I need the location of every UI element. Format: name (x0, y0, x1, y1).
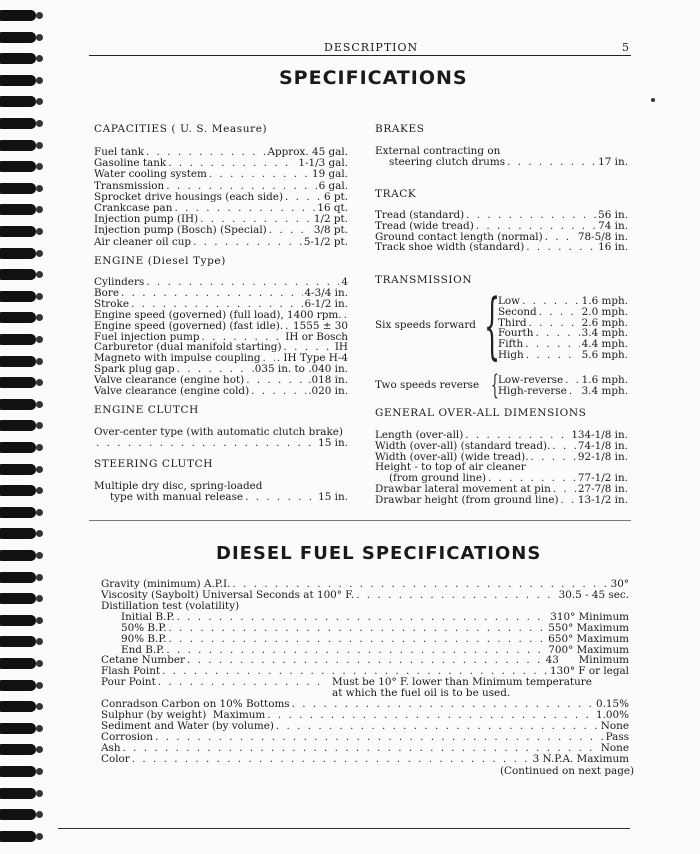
track-spec-label: Ground contact length (normal) (375, 230, 543, 243)
distillation-label: 90% B.P. (121, 632, 167, 645)
reverse-speed-label: Low-reverse (498, 374, 564, 386)
binding-ring (0, 289, 44, 304)
track-spec-row (375, 242, 628, 253)
diesel-spec-row (101, 743, 629, 754)
diesel-spec-value: Pass (605, 730, 629, 743)
header-rule (89, 55, 631, 56)
forward-speed-value: 5.6 mph. (581, 349, 628, 361)
pour-point-line2: at which the fuel oil is to be used. (332, 687, 511, 699)
binding-ring (0, 138, 44, 153)
diesel-spec-value: None (600, 741, 629, 754)
capacity-value: 6 gal. (318, 179, 348, 192)
distillation-label: Initial B.P. (121, 611, 175, 623)
binding-ring (0, 202, 44, 217)
brakes-type: External contracting on (375, 145, 501, 157)
binding-ring (0, 246, 44, 261)
capacity-value: Approx. 45 gal. (267, 146, 348, 158)
engine-spec-value: 4 (341, 276, 348, 288)
binding-ring (0, 30, 44, 45)
distillation-value: 650° Maximum (548, 632, 629, 645)
brakes-size-row (389, 157, 628, 168)
continued-note: (Continued on next page) (500, 765, 635, 777)
height-value: 77-1/2 in. (577, 472, 628, 484)
binding-ring (0, 807, 44, 822)
forward-speed-label: Fifth (498, 338, 524, 351)
binding-ring (0, 224, 44, 239)
diesel-spec-row (101, 754, 629, 765)
binding-ring (0, 591, 44, 606)
binding-ring (0, 678, 44, 693)
forward-speed-value: 3.4 mph. (581, 327, 628, 340)
diesel-spec-label: Color (101, 752, 130, 765)
engine-spec-label: Cylinders (94, 276, 145, 288)
capacity-label: Air cleaner oil cup (94, 235, 192, 248)
engine-spec-value: IH (334, 341, 348, 354)
engine-spec-value: 1555 ± 30 (293, 319, 348, 332)
dimension-label: Width (over-all) (wide tread). (375, 450, 529, 463)
capacity-label: Fuel tank (94, 146, 145, 158)
distillation-label: 50% B.P. (121, 621, 167, 634)
brakes-drums: steering clutch drums (389, 156, 506, 168)
diesel-spec-label: Conradson Carbon on 10% Bottoms (101, 698, 290, 710)
binding-ring (0, 440, 44, 455)
diesel-spec-label: Corrosion (101, 730, 153, 743)
binding-ring (0, 786, 44, 801)
ink-speck (651, 98, 655, 102)
diesel-spec-label: Gravity (minimum) A.P.I. (101, 578, 231, 590)
diesel-spec-value: None (600, 719, 629, 732)
height-label: Height - to top of air cleaner (375, 461, 526, 473)
binding-ring (0, 116, 44, 131)
engine-spec-label: Valve clearance (engine hot) (94, 374, 245, 387)
engine-spec-row (94, 386, 348, 397)
capacity-value: 1/2 pt. (313, 213, 348, 226)
pour-point-line1: Must be 10° F. lower than Minimum temperature (332, 676, 592, 688)
diesel-spec-label: Flash Point (101, 665, 161, 677)
engine-spec-value: 4-3/4 in. (304, 286, 348, 299)
engine-spec-value: .020 in. (308, 385, 348, 397)
steering-clutch-heading: STEERING CLUTCH (94, 458, 213, 470)
binding-ring (0, 181, 44, 196)
capacity-value: 1-1/3 gal. (298, 157, 348, 170)
engine-clutch-size-row (94, 438, 348, 449)
engine-spec-row (94, 321, 348, 332)
brakes-heading: BRAKES (375, 123, 425, 135)
track-heading: TRACK (375, 188, 417, 200)
diesel-spec-value: 43 Minimum (545, 654, 629, 666)
forward-speed-value: 4.4 mph. (581, 338, 628, 351)
specifications-title: SPECIFICATIONS (279, 67, 468, 89)
distillation-value: 310° Minimum (550, 611, 629, 623)
engine-spec-label: Carburetor (dual manifold starting) (94, 341, 282, 354)
brakes-size: 17 in. (598, 156, 628, 168)
capacity-row (94, 237, 348, 248)
track-spec-value: 56 in. (598, 209, 628, 221)
forward-speeds-label: Six speeds forward (375, 319, 476, 331)
bottom-rule (58, 828, 630, 829)
capacity-value: 3/8 pt. (313, 224, 348, 237)
binding-ring (0, 332, 44, 347)
forward-speed-label: Fourth (498, 327, 534, 340)
steering-clutch-size-row (110, 492, 348, 503)
engine-spec-value: IH or Bosch (285, 330, 348, 343)
dimension-label: Length (over-all) (375, 429, 464, 441)
engine-spec-label: Engine speed (governed) (fast idle). (94, 319, 284, 332)
binding-ring (0, 656, 44, 671)
capacity-value: 5-1/2 pt. (303, 235, 348, 248)
distillation-value: 550° Maximum (548, 621, 629, 634)
capacity-label: Gasoline tank (94, 157, 167, 170)
engine-clutch-type: Over-center type (with automatic clutch brake) (94, 426, 343, 438)
reverse-speed-value: 1.6 mph. (581, 374, 628, 386)
capacity-row (94, 169, 348, 180)
binding-ring (0, 8, 44, 23)
dimension-value: 134-1/8 in. (571, 429, 628, 441)
capacity-label: Crankcase pan (94, 202, 173, 214)
diesel-spec-value: 3 N.P.A. Maximum (532, 752, 629, 765)
pour-point-label: Pour Point (101, 676, 156, 688)
forward-brace: { (484, 283, 501, 367)
engine-spec-value: .018 in. (308, 374, 348, 387)
diesel-spec-label: Viscosity (Saybolt) Universal Seconds at 100° F. (101, 589, 355, 601)
dimensions-heading: GENERAL OVER-ALL DIMENSIONS (375, 407, 587, 419)
binding-ring (0, 505, 44, 520)
binding-ring (0, 829, 44, 844)
forward-speed-value: 1.6 mph. (581, 295, 628, 307)
diesel-spec-label: Sulphur (by weight) Maximum (101, 708, 266, 721)
distillation-label: End B.P. (121, 643, 165, 656)
capacity-label: Sprocket drive housings (each side) (94, 190, 283, 203)
forward-speed-row (498, 350, 628, 361)
diesel-spec-value: 30° (610, 578, 629, 590)
drawbar-spec-value: 13-1/2 in. (577, 493, 628, 506)
diesel-spec-value: 130° F or legal (549, 665, 629, 677)
capacity-label: Transmission (94, 179, 165, 192)
diesel-spec-row (101, 721, 629, 732)
diesel-spec-value: 1.00% (595, 708, 629, 721)
track-spec-value: 78-5/8 in. (577, 230, 628, 243)
distillation-label: Distillation test (volatility) (101, 600, 240, 612)
diesel-fuel-title: DIESEL FUEL SPECIFICATIONS (216, 543, 542, 564)
forward-speed-value: 2.0 mph. (581, 305, 628, 318)
drawbar-spec-row (375, 495, 628, 506)
steering-clutch-size: 15 in. (318, 491, 348, 503)
binding-ring (0, 397, 44, 412)
capacity-label: Water cooling system (94, 168, 207, 181)
engine-spec-label: Fuel injection pump (94, 330, 200, 343)
binding-ring (0, 94, 44, 109)
page-header-section: DESCRIPTION (324, 41, 419, 54)
binding-ring (0, 73, 44, 88)
track-spec-value: 16 in. (598, 241, 628, 254)
reverse-speed-value: 3.4 mph. (581, 384, 628, 397)
diesel-spec-value: 0.15% (595, 698, 629, 710)
binding-ring (0, 699, 44, 714)
steering-clutch-release: type with manual release (110, 491, 244, 503)
track-spec-label: Tread (wide tread) (375, 219, 474, 232)
diesel-spec-label: Sediment and Water (by volume) (101, 719, 274, 732)
reverse-speed-label: High-reverse (498, 384, 567, 397)
reverse-speeds-label: Two speeds reverse (375, 379, 480, 391)
engine-spec-value: .035 in. to .040 in. (251, 363, 348, 376)
binding-ring (0, 418, 44, 433)
diesel-spec-label: Ash (101, 741, 121, 754)
forward-speed-value: 2.6 mph. (581, 316, 628, 329)
dimension-value: 74-1/8 in. (577, 439, 628, 452)
binding-ring (0, 267, 44, 282)
forward-speed-label: Low (498, 295, 521, 307)
capacity-label: Injection pump (Bosch) (Special) (94, 224, 267, 237)
track-spec-label: Track shoe width (standard) (375, 241, 525, 254)
drawbar-spec-label: Drawbar lateral movement at pin (375, 483, 551, 495)
drawbar-spec-label: Drawbar height (from ground line) (375, 493, 559, 506)
engine-spec-value: . IH Type H-4 (276, 352, 348, 365)
forward-speed-label: High (498, 349, 524, 361)
binding-ring (0, 634, 44, 649)
track-spec-label: Tread (standard) (375, 209, 465, 221)
engine-spec-label: Magneto with impulse coupling (94, 352, 261, 365)
engine-spec-label: Valve clearance (engine cold) (94, 385, 250, 397)
engine-heading: ENGINE (Diesel Type) (94, 255, 226, 267)
diesel-spec-value: 30.5 - 45 sec. (558, 589, 629, 601)
capacity-value: 19 gal. (312, 168, 348, 181)
height-sublabel: (from ground line) (389, 472, 487, 484)
forward-speed-label: Third (498, 316, 527, 329)
engine-spec-label: Spark plug gap (94, 363, 175, 376)
capacity-value: 6 pt. (323, 190, 348, 203)
dimension-label: Width (over-all) (standard tread). (375, 439, 551, 452)
binding-ring (0, 462, 44, 477)
drawbar-spec-value: 27-7/8 in. (577, 483, 628, 495)
binding-ring (0, 721, 44, 736)
binding-ring (0, 526, 44, 541)
reverse-brace: { (491, 370, 499, 401)
spiral-binding (0, 0, 52, 854)
engine-spec-value: 6-1/2 in. (304, 297, 348, 310)
binding-ring (0, 570, 44, 585)
section-rule (89, 520, 631, 521)
engine-spec-label: Stroke (94, 297, 129, 310)
binding-ring (0, 375, 44, 390)
diesel-spec-row (101, 732, 629, 743)
binding-ring (0, 764, 44, 779)
page-number: 5 (622, 41, 630, 54)
engine-spec-label: Bore (94, 286, 120, 299)
capacities-heading: CAPACITIES ( U. S. Measure) (94, 123, 268, 135)
binding-ring (0, 742, 44, 757)
transmission-heading: TRANSMISSION (375, 274, 473, 286)
engine-spec-label: Engine speed (governed) (full load), 1400 rpm. (94, 308, 342, 321)
track-spec-value: 74 in. (598, 219, 628, 232)
dimension-value: 92-1/8 in. (577, 450, 628, 463)
reverse-speed-row (498, 386, 628, 397)
binding-ring (0, 159, 44, 174)
binding-ring (0, 613, 44, 628)
forward-speed-label: Second (498, 305, 537, 318)
diesel-spec-label: Cetane Number (101, 654, 186, 666)
capacity-label: Injection pump (IH) (94, 213, 199, 226)
binding-ring (0, 548, 44, 563)
capacity-row (94, 181, 348, 192)
steering-clutch-type: Multiple dry disc, spring-loaded (94, 480, 263, 492)
engine-clutch-heading: ENGINE CLUTCH (94, 404, 199, 416)
binding-ring (0, 354, 44, 369)
capacity-row (94, 225, 348, 236)
distillation-value: 700° Maximum (548, 643, 629, 656)
capacity-value: 16 qt. (317, 202, 348, 214)
binding-ring (0, 51, 44, 66)
binding-ring (0, 483, 44, 498)
pour-point-row (101, 677, 329, 688)
binding-ring (0, 310, 44, 325)
engine-clutch-size: 15 in. (318, 437, 348, 449)
